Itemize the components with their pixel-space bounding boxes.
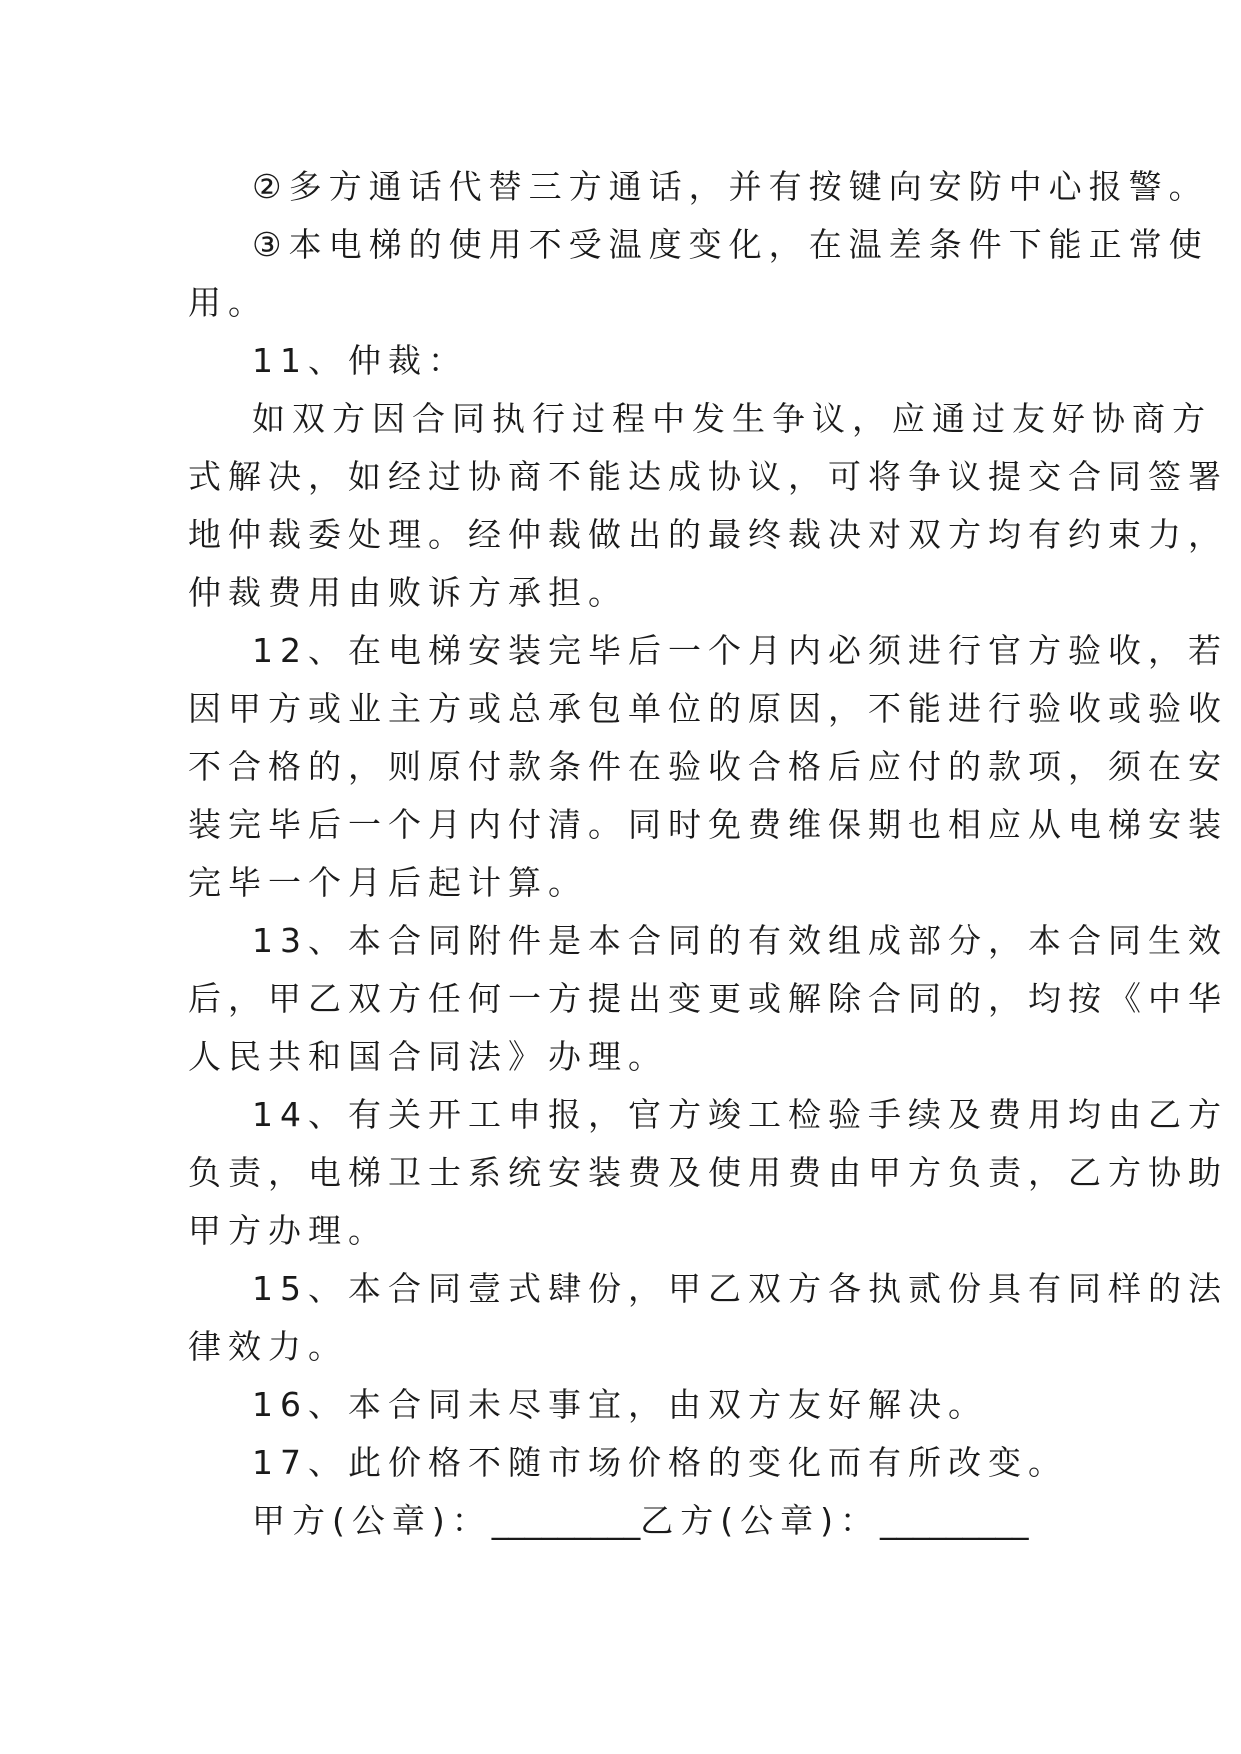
signature-line [188,1492,1078,1550]
text-line: 律效力。 [188,1327,348,1366]
text-line: 17、此价格不随市场价格的变化而有所改变。 [252,1443,1068,1482]
text-line: ②多方通话代替三方通话，并有按键向安防中心报警。 [252,167,1209,206]
party-b-seal-label: 乙方(公章)： [640,1501,880,1540]
text-line: 16、本合同未尽事宜，由双方友好解决。 [252,1385,988,1424]
party-a-seal-blank: _________ [491,1501,641,1540]
text-line: 15、本合同壹式肆份，甲乙双方各执贰份具有同样的法 [252,1269,1228,1308]
text-line: 11、仲裁： [252,341,468,380]
text-line: 仲裁费用由败诉方承担。 [188,573,628,612]
party-b-seal-blank: _________ [880,1501,1029,1540]
text-line: ③本电梯的使用不受温度变化，在温差条件下能正常使 [252,225,1209,264]
text-line: 人民共和国合同法》办理。 [188,1037,668,1076]
text-line: 完毕一个月后起计算。 [188,863,588,902]
text-line: 12、在电梯安装完毕后一个月内必须进行官方验收，若 [252,631,1228,670]
contract-body [188,158,1228,1492]
text-line: 地仲裁委处理。经仲裁做出的最终裁决对双方均有约束力， [188,515,1228,554]
text-line: 因甲方或业主方或总承包单位的原因，不能进行验收或验收 [188,689,1228,728]
text-line: 式解决，如经过协商不能达成协议，可将争议提交合同签署 [188,457,1228,496]
text-line: 不合格的，则原付款条件在验收合格后应付的款项，须在安 [188,747,1228,786]
text-line: 14、有关开工申报，官方竣工检验手续及费用均由乙方 [252,1095,1228,1134]
text-line: 后，甲乙双方任何一方提出变更或解除合同的，均按《中华 [188,979,1228,1018]
text-line: 用。 [188,283,268,322]
document-page [188,158,1228,1550]
text-line: 13、本合同附件是本合同的有效组成部分，本合同生效 [252,921,1228,960]
text-line: 如双方因合同执行过程中发生争议，应通过友好协商方 [252,399,1212,438]
text-line: 装完毕后一个月内付清。同时免费维保期也相应从电梯安装 [188,805,1228,844]
party-a-seal-label: 甲方(公章)： [252,1501,492,1540]
text-line: 负责，电梯卫士系统安装费及使用费由甲方负责，乙方协助 [188,1153,1228,1192]
text-line: 甲方办理。 [188,1211,388,1250]
